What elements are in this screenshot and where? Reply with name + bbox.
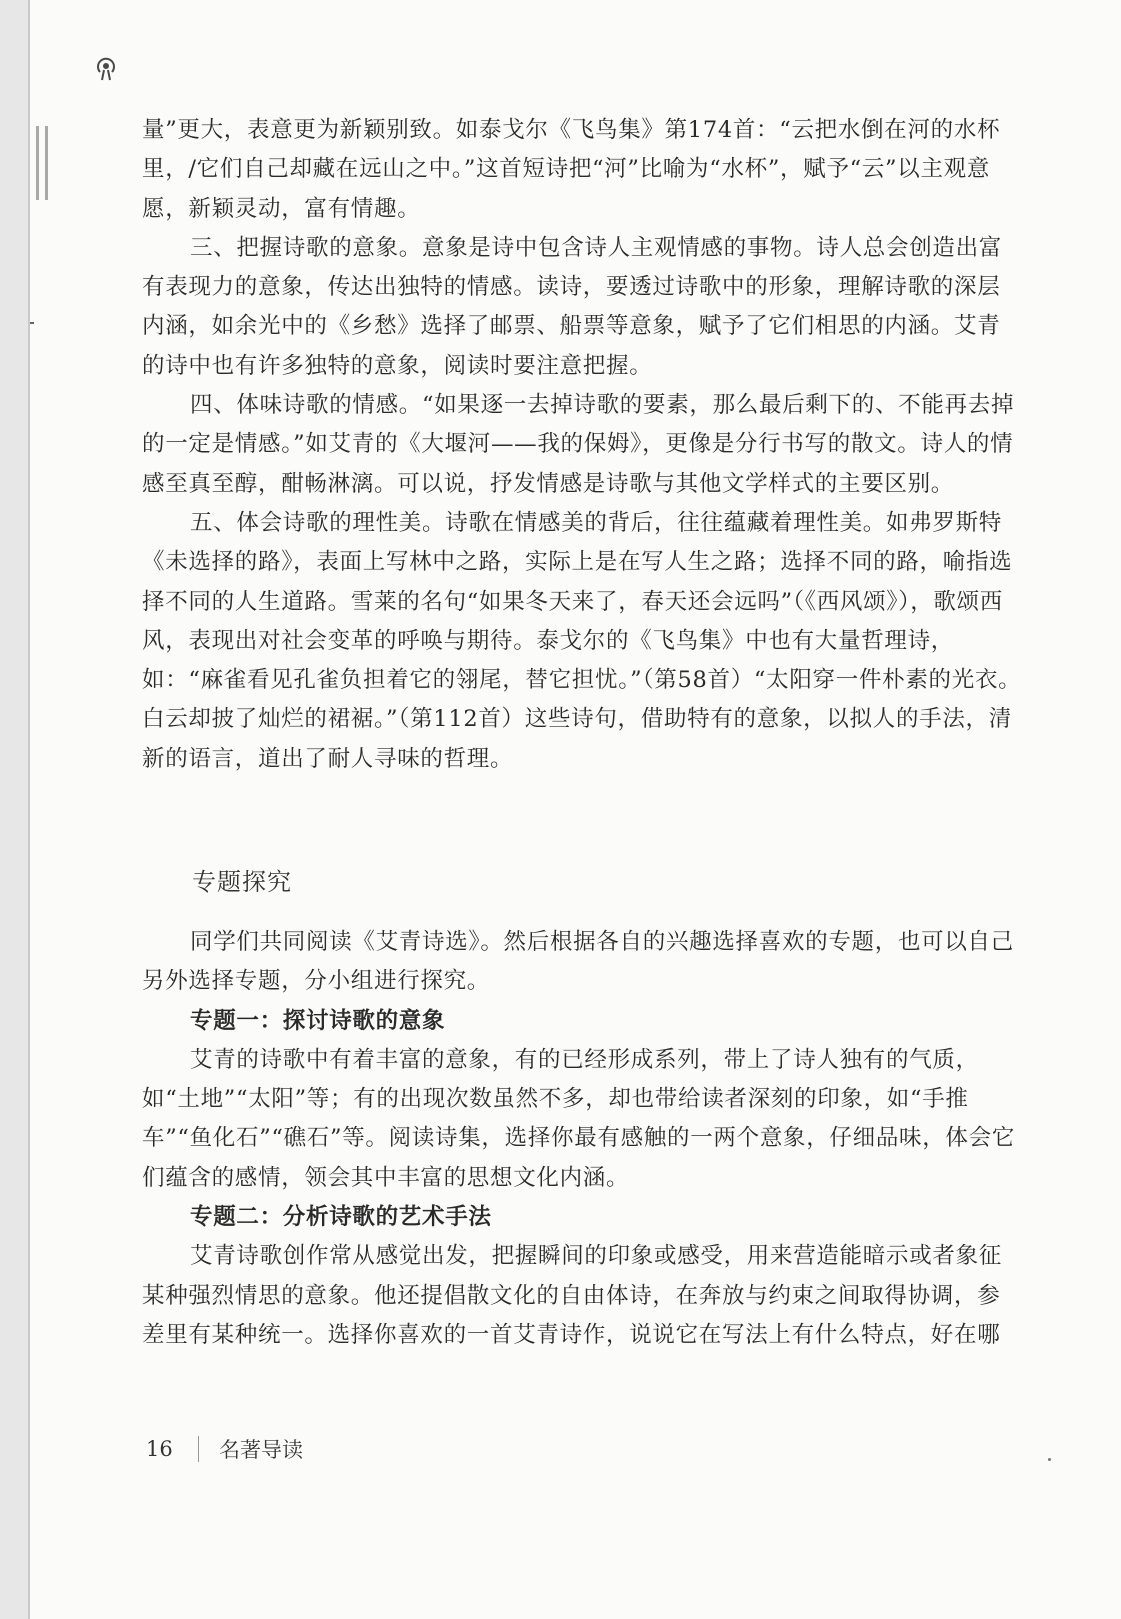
topic-two-heading: 专题二：分析诗歌的艺术手法 bbox=[190, 1204, 492, 1231]
body-text-research bbox=[142, 923, 1022, 1355]
section-intro: 同学们共同阅读《艾青诗选》。然后根据各自的兴趣选择喜欢的专题，也可以自己另外选择专题，分小组进行探究。 bbox=[142, 929, 1014, 995]
topic-two-body: 艾青诗歌创作常从感觉出发，把握瞬间的印象或感受，用来营造能暗示或者象征某种强烈情思的意象。他还提倡散文化的自由体诗，在奔放与约束之间取得协调，参差里有某种统一。选择你喜欢的一首艾青诗作，说说它在写法上有什么特点，好在哪 bbox=[142, 1243, 1003, 1348]
body-text-top bbox=[142, 111, 1022, 779]
margin-marks bbox=[36, 126, 66, 206]
scan-speck bbox=[1048, 1458, 1051, 1461]
paragraph-emotion: 四、体味诗歌的情感。“如果逐一去掉诗歌的要素，那么最后剩下的、不能再去掉的一定是情感。”如艾青的《大堰河——我的保姆》，更像是分行书写的散文。诗人的情感至真至醇，酣畅淋漓。可以说，抒发情感是诗歌与其他文学样式的主要区别。 bbox=[142, 392, 1015, 497]
section-title: 专题探究 bbox=[192, 868, 292, 896]
paragraph-rational-beauty: 五、体会诗歌的理性美。诗歌在情感美的背后，往往蕴藏着理性美。如弗罗斯特《未选择的路》，表面上写林中之路，实际上是在写人生之路；选择不同的路，喻指选择不同的人生道路。雪莱的名句“如果冬天来了，春天还会远吗”（《西风颂》），歌颂西风，表现出对社会变革的呼唤与期待。泰戈尔的《飞鸟集》中也有大量哲理诗，如：“麻雀看见孔雀负担着它的翎尾，替它担忧。”（第58首）“太阳穿一件朴素的光衣。白云却披了灿烂的裙裾。”（第112首）这些诗句，借助特有的意象，以拟人的手法，清新的语言，道出了耐人寻味的哲理。 bbox=[142, 509, 1022, 772]
paragraph-imagery: 三、把握诗歌的意象。意象是诗中包含诗人主观情感的事物。诗人总会创造出富有表现力的意象，传达出独特的情感。读诗，要透过诗歌中的形象，理解诗歌的深层内涵，如余光中的《乡愁》选择了邮票、船票等意象，赋予了它们相思的内涵。艾青的诗中也有许多独特的意象，阅读时要注意把握。 bbox=[142, 234, 1003, 379]
footer-divider bbox=[198, 1436, 199, 1462]
book-page bbox=[28, 0, 1121, 1619]
topic-one-body: 艾青的诗歌中有着丰富的意象，有的已经形成系列，带上了诗人独有的气质，如“土地”“太阳”等；有的出现次数虽然不多，却也带给读者深刻的印象，如“手推车”“鱼化石”“礁石”等。阅读诗集，选择你最有感触的一两个意象，仔细品味，体会它们蕴含的感情，领会其中丰富的思想文化内涵。 bbox=[142, 1046, 1016, 1191]
page-footer bbox=[146, 1434, 303, 1464]
page-number: 16 bbox=[146, 1437, 173, 1461]
radio-broadcast-icon bbox=[88, 54, 124, 90]
margin-speck bbox=[30, 322, 34, 324]
paragraph-continuation: 量”更大，表意更为新颖别致。如泰戈尔《飞鸟集》第174首：“云把水倒在河的水杯里，/它们自己却藏在远山之中。”这首短诗把“河”比喻为“水杯”，赋予“云”以主观意愿，新颖灵动，富有情趣。 bbox=[142, 117, 1001, 222]
topic-one-heading: 专题一：探讨诗歌的意象 bbox=[190, 1007, 446, 1034]
book-title: 名著导读 bbox=[219, 1438, 303, 1462]
